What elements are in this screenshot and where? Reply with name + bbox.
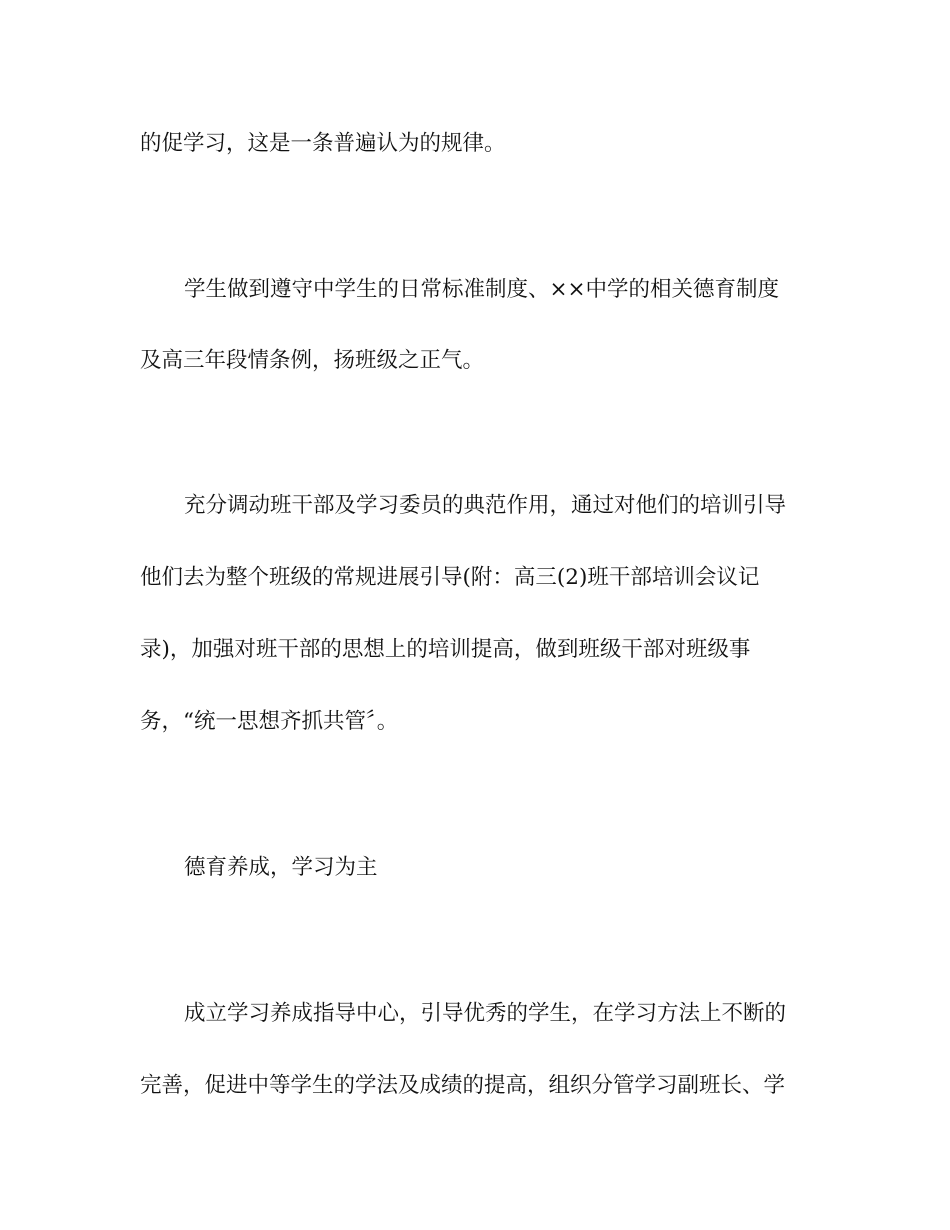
paragraph-1-line-1: 的促学习，这是一条普遍认为的规律。: [140, 131, 506, 156]
paragraph-2-line-2: 及高三年段情条例，扬班级之正气。: [140, 348, 485, 373]
paragraph-3-line-3: 录)，加强对班干部的思想上的培训提高，做到班级干部对班级事: [140, 637, 751, 662]
paragraph-2-line-1: 学生做到遵守中学生的日常标准制度、××中学的相关德育制度: [184, 277, 780, 302]
paragraph-5-line-1: 成立学习养成指导中心，引导优秀的学生，在学习方法上不断的: [184, 1001, 787, 1026]
paragraph-3-line-4: 务，“统一思想齐抓共管〞。: [140, 709, 399, 734]
section-heading: 德育养成，学习为主: [184, 855, 378, 880]
paragraph-3-line-1: 充分调动班干部及学习委员的典范作用，通过对他们的培训引导: [184, 493, 787, 518]
paragraph-3-line-2: 他们去为整个班级的常规进展引导(附：高三(2)班干部培训会议记: [140, 565, 760, 590]
paragraph-5-line-2: 完善，促进中等学生的学法及成绩的提高，组织分管学习副班长、学: [140, 1073, 786, 1098]
